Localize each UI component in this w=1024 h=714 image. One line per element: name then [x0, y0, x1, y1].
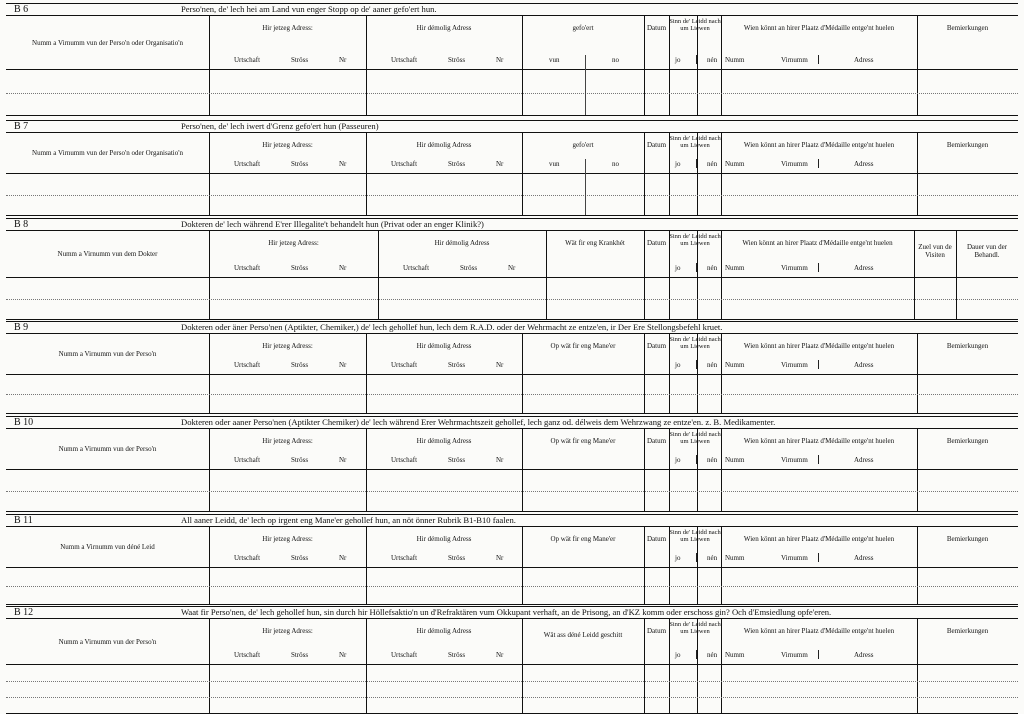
section-title: Perso'nen, de' lech iwert d'Grenz gefo'ert hun (Passeuren) — [181, 121, 379, 131]
section-title: Dokteren oder äner Perso'nen (Aptikter, Chemiker,) de' lech gehollef hun, lech dem R.A.D. oder der Wehrmacht ze entze'en, ir Der Ere Stellongsbefehl kruet. — [181, 322, 723, 332]
nr-label: Nr — [496, 56, 504, 64]
entry-line[interactable] — [6, 697, 1018, 698]
treatment-duration-header: Dauer vun der Behandl. — [966, 243, 1008, 259]
yes-label: jo — [675, 554, 681, 562]
recipient-name-label: Numm — [725, 160, 745, 168]
question-header: Op wät fir eng Mane'er — [550, 535, 616, 543]
remarks-header: Bemierkungen — [946, 141, 989, 149]
no-label: nén — [707, 651, 718, 659]
urtschaft-label: Urtschaft — [391, 361, 418, 369]
remarks-header: Bemierkungen — [946, 24, 989, 32]
recipient-divider — [818, 455, 819, 464]
section-title-row — [6, 321, 1018, 334]
past-address-header: Hir démolig Adress — [416, 141, 472, 149]
medal-recipient-header: Wien könnt an hirer Plaatz d'Médaille entge'nt huelen — [743, 24, 895, 32]
recipient-name-label: Numm — [725, 456, 745, 464]
medal-recipient-header: Wien könnt an hirer Plaatz d'Médaille entge'nt huelen — [743, 627, 895, 635]
no-label: nén — [707, 554, 718, 562]
recipient-name-label: Numm — [725, 651, 745, 659]
urtschaft-label: Urtschaft — [391, 651, 418, 659]
header-separator — [6, 277, 1018, 278]
section-code: B 8 — [14, 219, 29, 230]
no-label: nén — [707, 456, 718, 464]
section-title: All aaner Leidd, de' lech op irgent eng Mane'er gehollef hun, an nöt önner Rubrik B1-B10 faalen. — [181, 515, 516, 525]
past-address-header: Hir démolig Adress — [416, 627, 472, 635]
name-column-header: Numm a Virnumm vun der Perso'n — [58, 638, 157, 646]
datum-header: Datum — [646, 437, 667, 445]
section-code: B 6 — [14, 4, 29, 15]
datum-header: Datum — [646, 627, 667, 635]
recipient-firstname-label: Virnumm — [781, 160, 808, 168]
section-title-row — [6, 120, 1018, 133]
medal-recipient-header: Wien könnt an hirer Plaatz d'Médaille entge'nt huelen — [743, 342, 895, 350]
subcolumn-divider — [585, 55, 586, 115]
stross-label: Ströss — [291, 361, 309, 369]
entry-line[interactable] — [6, 299, 1018, 300]
recipient-address-label: Adress — [854, 554, 874, 562]
stross-label: Ströss — [460, 264, 478, 272]
transport-header: gefo'ert — [572, 141, 594, 149]
alive-header: Sinn de' Leidd nach um Liewen — [669, 336, 721, 350]
recipient-divider — [818, 360, 819, 369]
name-column-header: Numm a Virnumm vun der Perso'n oder Organisatio'n — [32, 149, 183, 157]
question-header: Op wät fir eng Mane'er — [550, 342, 616, 350]
section-title: Perso'nen, de' lech hei am Land vun enger Stopp op de' aaner gefo'ert hun. — [181, 4, 437, 14]
header-separator — [6, 374, 1018, 375]
entry-line[interactable] — [6, 394, 1018, 395]
section-title-row — [6, 218, 1018, 231]
section-title: Waat fir Perso'nen, de' lech gehollef hun, sin durch hir Höllefsaktio'n un d'Refraktären vum Okkupant verhaft, an de Prisong, an d'KZ komm oder erschoss gin? Och d'Emsiedlung opfe'eren. — [181, 607, 832, 617]
column-divider — [721, 16, 722, 115]
urtschaft-label: Urtschaft — [234, 456, 261, 464]
present-address-header: Hir jetzeg Adress: — [262, 535, 313, 543]
section-b11 — [6, 514, 1018, 605]
recipient-address-label: Adress — [854, 651, 874, 659]
nr-label: Nr — [496, 361, 504, 369]
name-column-header: Numm a Virnumm vun der Perso'n oder Organisatio'n — [32, 39, 183, 47]
entry-line[interactable] — [6, 681, 1018, 682]
stross-label: Ströss — [448, 554, 466, 562]
section-table — [6, 429, 1018, 512]
past-address-header: Hir démolig Adress — [416, 342, 472, 350]
column-divider — [721, 133, 722, 215]
from-label: vun — [549, 56, 560, 64]
stross-label: Ströss — [291, 56, 309, 64]
section-b8 — [6, 218, 1018, 320]
header-separator — [6, 664, 1018, 665]
name-column-header: Numm a Virnumm vun der Perso'n — [58, 350, 157, 358]
alive-header: Sinn de' Leidd nach um Liewen — [669, 18, 721, 32]
header-separator — [6, 567, 1018, 568]
past-address-header: Hir démolig Adress — [416, 437, 472, 445]
yes-no-divider — [696, 263, 697, 272]
remarks-header: Bemierkungen — [946, 342, 989, 350]
section-b10 — [6, 416, 1018, 512]
entry-line[interactable] — [6, 491, 1018, 492]
urtschaft-label: Urtschaft — [391, 456, 418, 464]
remarks-header: Bemierkungen — [946, 437, 989, 445]
remarks-header: Bemierkungen — [946, 535, 989, 543]
remarks-header: Bemierkungen — [946, 627, 989, 635]
transport-header: gefo'ert — [572, 24, 594, 32]
yes-label: jo — [675, 160, 681, 168]
no-label: nén — [707, 264, 718, 272]
column-divider — [721, 619, 722, 713]
yes-no-divider — [696, 553, 697, 562]
yes-label: jo — [675, 651, 681, 659]
section-title-row — [6, 514, 1018, 527]
section-b7 — [6, 120, 1018, 216]
nr-label: Nr — [339, 361, 347, 369]
stross-label: Ströss — [291, 651, 309, 659]
recipient-divider — [818, 650, 819, 659]
yes-no-divider — [696, 455, 697, 464]
past-address-header: Hir démolig Adress — [416, 24, 472, 32]
section-b6 — [6, 3, 1018, 116]
section-code: B 11 — [14, 515, 33, 526]
recipient-firstname-label: Virnumm — [781, 361, 808, 369]
nr-label: Nr — [496, 651, 504, 659]
urtschaft-label: Urtschaft — [391, 554, 418, 562]
alive-header: Sinn de' Leidd nach um Liewen — [669, 431, 721, 445]
yes-no-divider — [696, 360, 697, 369]
stross-label: Ströss — [291, 554, 309, 562]
no-label: nén — [707, 56, 718, 64]
nr-label: Nr — [496, 456, 504, 464]
recipient-firstname-label: Virnumm — [781, 651, 808, 659]
section-table — [6, 16, 1018, 116]
entry-line[interactable] — [6, 586, 1018, 587]
section-code: B 10 — [14, 417, 34, 428]
alive-header: Sinn de' Leidd nach um Liewen — [669, 621, 721, 635]
yes-label: jo — [675, 361, 681, 369]
yes-no-divider — [696, 650, 697, 659]
visits-header: Zuel vun de Visiten — [918, 243, 952, 259]
section-table — [6, 133, 1018, 216]
recipient-address-label: Adress — [854, 264, 874, 272]
recipient-address-label: Adress — [854, 456, 874, 464]
urtschaft-label: Urtschaft — [234, 56, 261, 64]
medal-recipient-header: Wien könnt an hirer Plaatz d'Médaille entge'nt huelen — [743, 535, 895, 543]
entry-line[interactable] — [6, 93, 1018, 94]
nr-label: Nr — [339, 554, 347, 562]
section-title-row — [6, 416, 1018, 429]
header-separator — [6, 469, 1018, 470]
header-separator — [6, 173, 1018, 174]
datum-header: Datum — [646, 24, 667, 32]
medal-recipient-header: Wien könnt an hirer Plaatz d'Médaille entge'nt huelen — [743, 141, 895, 149]
question-header: Wät fir eng Krankhét — [565, 239, 625, 247]
urtschaft-label: Urtschaft — [234, 264, 261, 272]
present-address-header: Hir jetzeg Adress: — [268, 239, 319, 247]
section-b9 — [6, 321, 1018, 414]
datum-header: Datum — [646, 342, 667, 350]
medal-recipient-header: Wien könnt an hirer Plaatz d'Médaille entge'nt huelen — [743, 437, 895, 445]
stross-label: Ströss — [448, 456, 466, 464]
recipient-firstname-label: Virnumm — [781, 264, 808, 272]
section-title-row — [6, 3, 1018, 16]
nr-label: Nr — [339, 456, 347, 464]
datum-header: Datum — [646, 535, 667, 543]
stross-label: Ströss — [448, 160, 466, 168]
stross-label: Ströss — [448, 56, 466, 64]
stross-label: Ströss — [291, 264, 309, 272]
from-label: vun — [549, 160, 560, 168]
question-header: Op wät fir eng Mane'er — [550, 437, 616, 445]
present-address-header: Hir jetzeg Adress: — [262, 24, 313, 32]
recipient-divider — [818, 159, 819, 168]
recipient-name-label: Numm — [725, 361, 745, 369]
past-address-header: Hir démolig Adress — [416, 535, 472, 543]
nr-label: Nr — [339, 651, 347, 659]
section-code: B 12 — [14, 607, 34, 618]
urtschaft-label: Urtschaft — [391, 160, 418, 168]
recipient-name-label: Numm — [725, 554, 745, 562]
name-column-header: Numm a Virnumm vun déné Leid — [60, 543, 155, 551]
present-address-header: Hir jetzeg Adress: — [262, 342, 313, 350]
name-column-header: Numm a Virnumm vun dem Dokter — [57, 250, 158, 258]
recipient-divider — [818, 55, 819, 64]
recipient-address-label: Adress — [854, 361, 874, 369]
alive-header: Sinn de' Leidd nach um Liewen — [669, 233, 721, 247]
yes-no-divider — [696, 159, 697, 168]
no-label: nén — [707, 361, 718, 369]
past-address-header: Hir démolig Adress — [434, 239, 490, 247]
recipient-address-label: Adress — [854, 160, 874, 168]
column-divider — [721, 527, 722, 604]
urtschaft-label: Urtschaft — [234, 160, 261, 168]
nr-label: Nr — [339, 56, 347, 64]
urtschaft-label: Urtschaft — [391, 56, 418, 64]
datum-header: Datum — [646, 239, 667, 247]
recipient-firstname-label: Virnumm — [781, 554, 808, 562]
nr-label: Nr — [496, 160, 504, 168]
section-table — [6, 231, 1018, 320]
yes-label: jo — [675, 56, 681, 64]
nr-label: Nr — [508, 264, 516, 272]
alive-header: Sinn de' Leidd nach um Liewen — [669, 135, 721, 149]
question-header: Wät ass déné Leidd geschitt — [543, 631, 623, 639]
column-divider — [721, 231, 722, 319]
present-address-header: Hir jetzeg Adress: — [262, 627, 313, 635]
urtschaft-label: Urtschaft — [234, 651, 261, 659]
datum-header: Datum — [646, 141, 667, 149]
to-label: no — [612, 160, 619, 168]
urtschaft-label: Urtschaft — [234, 554, 261, 562]
section-code: B 9 — [14, 322, 29, 333]
recipient-address-label: Adress — [854, 56, 874, 64]
stross-label: Ströss — [291, 160, 309, 168]
recipient-name-label: Numm — [725, 264, 745, 272]
present-address-header: Hir jetzeg Adress: — [262, 141, 313, 149]
stross-label: Ströss — [448, 361, 466, 369]
stross-label: Ströss — [291, 456, 309, 464]
medal-recipient-header: Wien könnt an hirer Plaatz d'Médaille entge'nt huelen — [742, 239, 893, 247]
yes-label: jo — [675, 264, 681, 272]
section-title-row — [6, 606, 1018, 619]
nr-label: Nr — [496, 554, 504, 562]
section-table — [6, 619, 1018, 714]
yes-no-divider — [696, 55, 697, 64]
section-b12 — [6, 606, 1018, 714]
header-separator — [6, 69, 1018, 70]
yes-label: jo — [675, 456, 681, 464]
subcolumn-divider — [585, 159, 586, 215]
alive-header: Sinn de' Leidd nach um Liewen — [669, 529, 721, 543]
section-title: Dokteren de' lech während E'rer Illegalite't behandelt hun (Privat oder an enger Klinik?) — [181, 219, 484, 229]
recipient-divider — [818, 553, 819, 562]
recipient-name-label: Numm — [725, 56, 745, 64]
recipient-firstname-label: Virnumm — [781, 56, 808, 64]
column-divider — [721, 429, 722, 511]
present-address-header: Hir jetzeg Adress: — [262, 437, 313, 445]
section-table — [6, 527, 1018, 605]
urtschaft-label: Urtschaft — [403, 264, 430, 272]
nr-label: Nr — [339, 264, 347, 272]
section-table — [6, 334, 1018, 414]
section-code: B 7 — [14, 121, 29, 132]
urtschaft-label: Urtschaft — [234, 361, 261, 369]
nr-label: Nr — [339, 160, 347, 168]
recipient-firstname-label: Virnumm — [781, 456, 808, 464]
name-column-header: Numm a Virnumm vun der Perso'n — [58, 445, 157, 453]
section-title: Dokteren oder aaner Perso'nen (Aptikter Chemiker) de' lech während Erer Wehrmachtszeit gehollef, lech ganz od. délweis dem Wehrzwang ze entze'en. z. B. Medikamenter. — [181, 417, 776, 427]
no-label: nén — [707, 160, 718, 168]
stross-label: Ströss — [448, 651, 466, 659]
entry-line[interactable] — [6, 195, 1018, 196]
to-label: no — [612, 56, 619, 64]
recipient-divider — [818, 263, 819, 272]
